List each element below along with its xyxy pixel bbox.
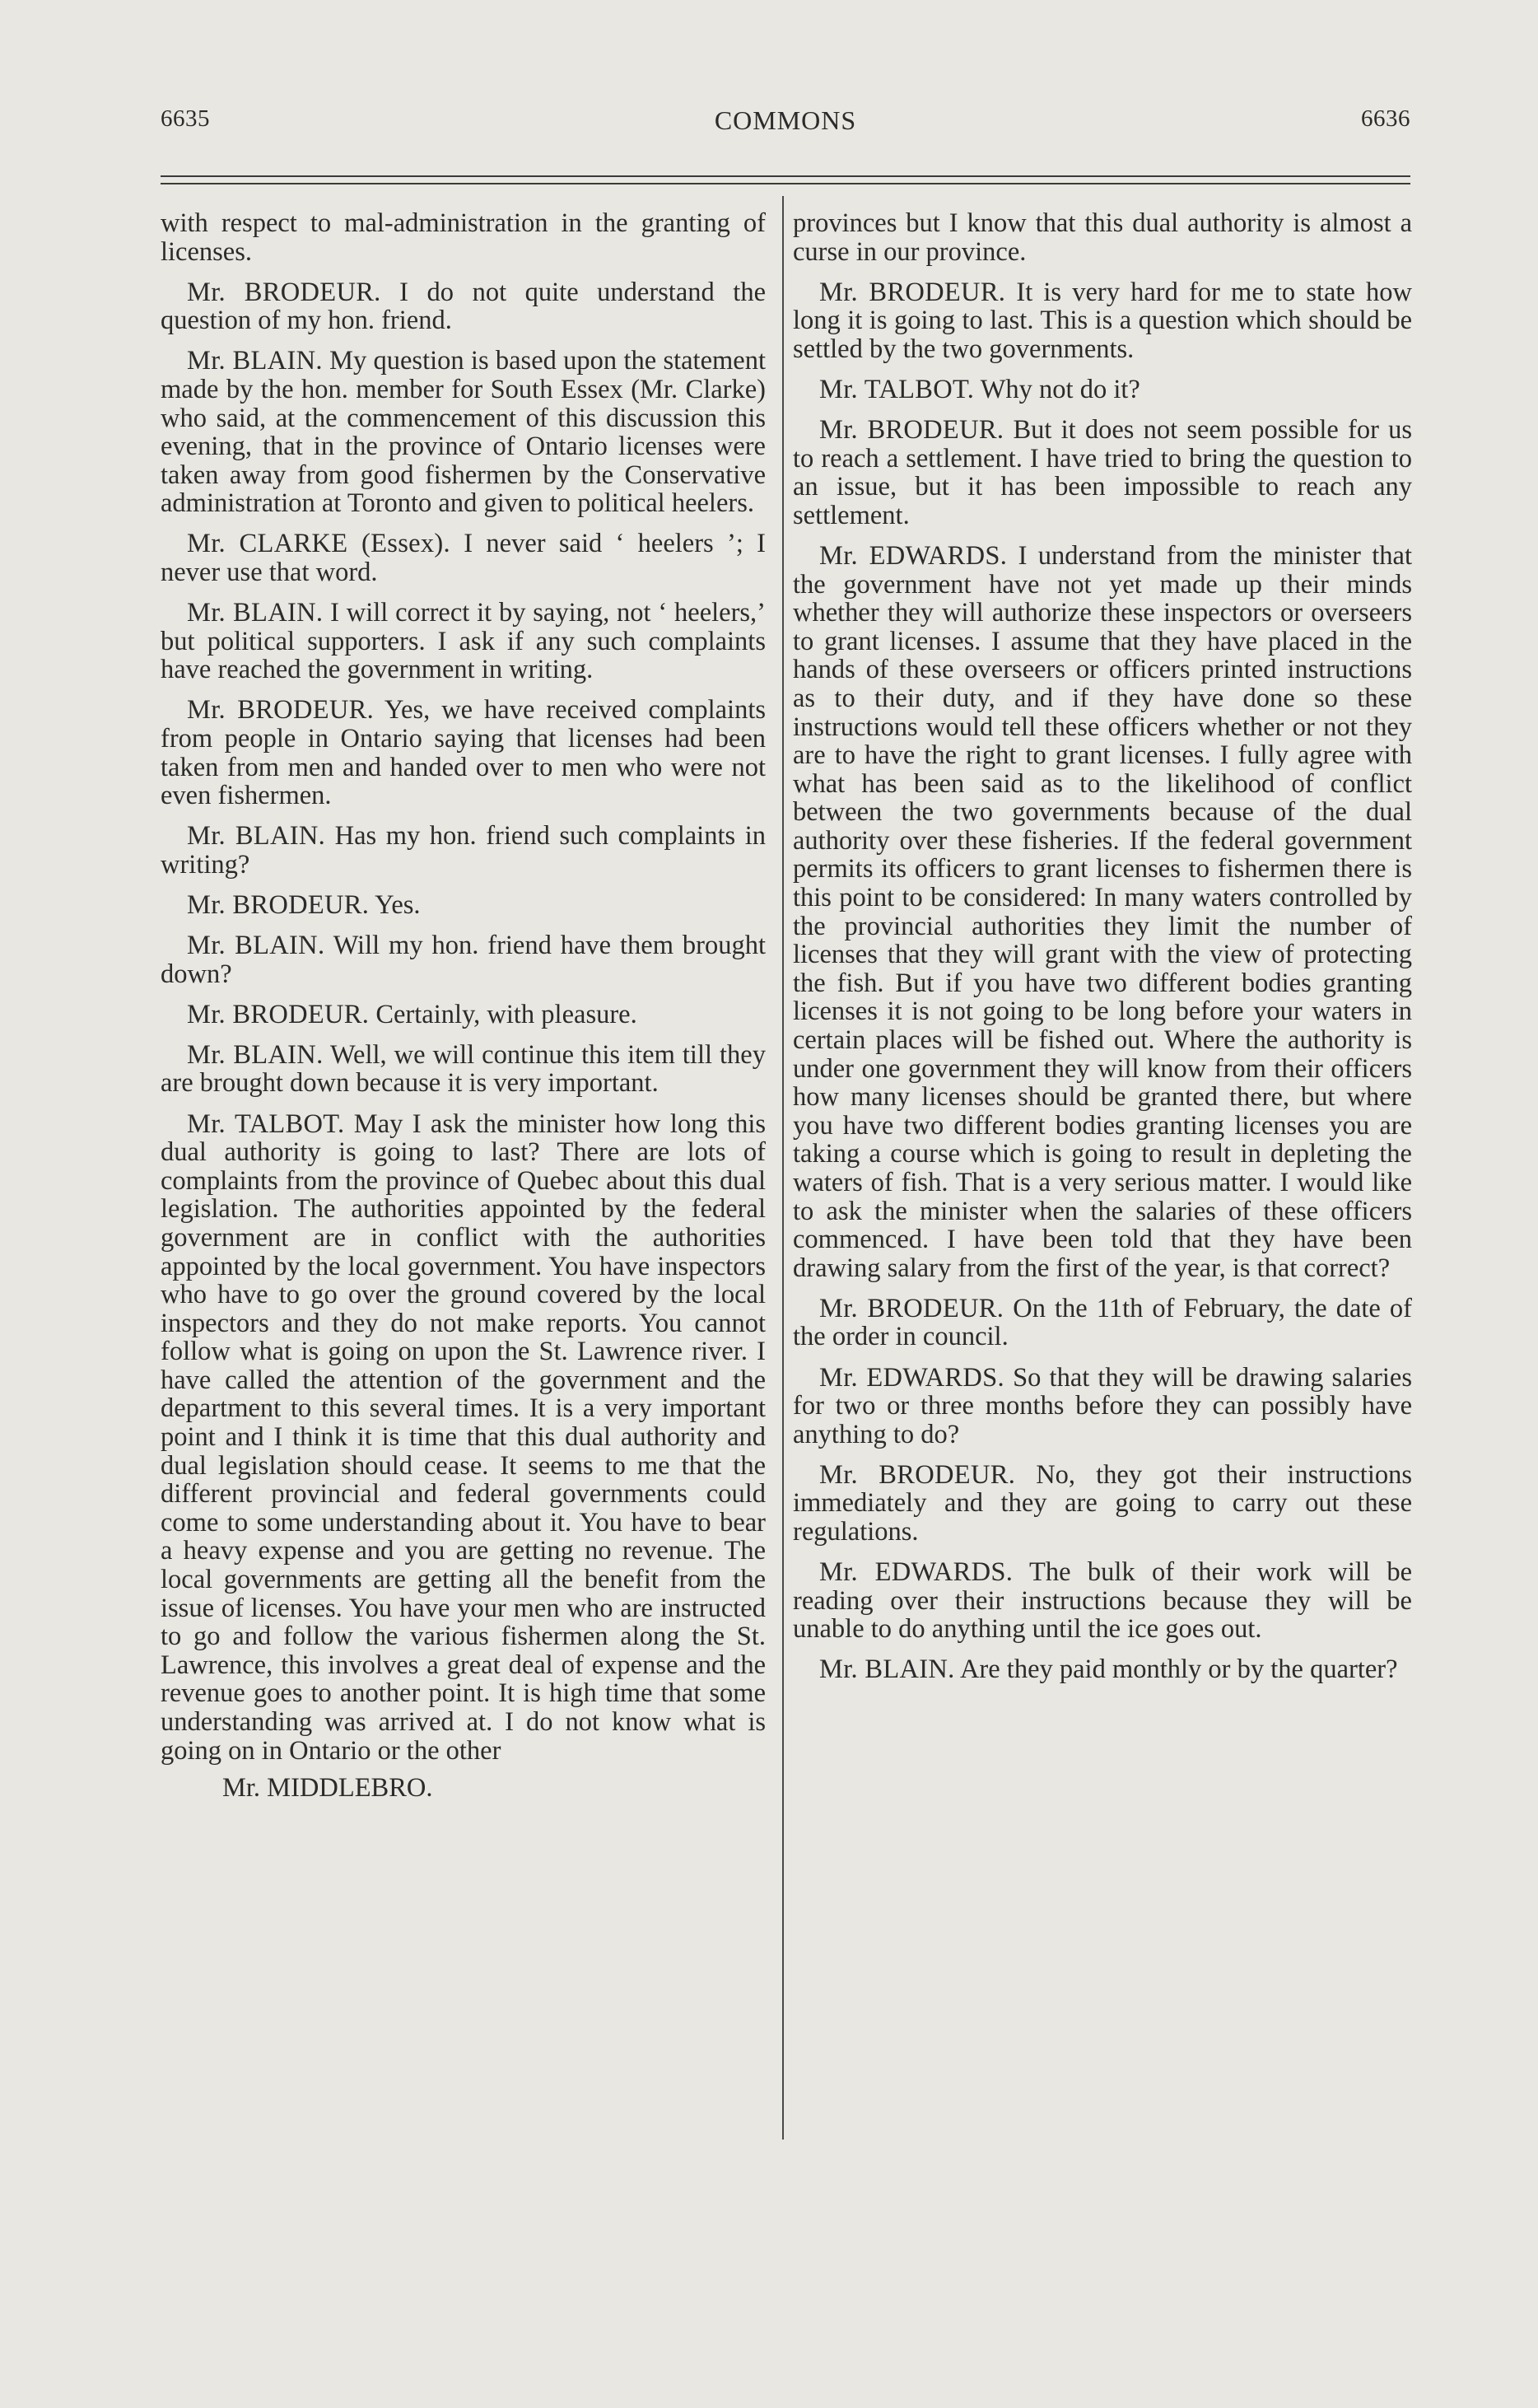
- paragraph: [161, 931, 766, 988]
- paragraph-text: It is very hard for me to state how long it is going to last. This is a question which should be settled by the two governments.: [793, 277, 1413, 364]
- paragraph: [161, 822, 766, 879]
- paragraph: [161, 278, 766, 335]
- speaker-name: Mr. BRODEUR.: [819, 1293, 1004, 1323]
- paragraph: [793, 376, 1412, 404]
- paragraph-text: I will correct it by saying, not ‘ heelers,’ but political supporters. I ask if any such complaints have reached the government in writing.: [161, 598, 766, 685]
- speaker-name: Mr. BRODEUR.: [819, 415, 1004, 446]
- paragraph: [793, 1558, 1412, 1644]
- left-column: [161, 209, 766, 1814]
- paragraph: [793, 1461, 1412, 1547]
- paragraph: [793, 1364, 1412, 1449]
- speaker-name: Mr. BLAIN.: [187, 931, 325, 961]
- page-number-left: 6635: [161, 105, 210, 132]
- speaker-name: Mr. BRODEUR.: [187, 695, 375, 726]
- paragraph-text: with respect to mal-administration in the granting of licenses.: [161, 208, 766, 267]
- paragraph: [793, 1655, 1412, 1684]
- paragraph-text: Will my hon. friend have them brought down?: [161, 931, 766, 989]
- speaker-name: Mr. BLAIN.: [187, 1039, 324, 1070]
- paragraph-text: May I ask the minister how long this dual authority is going to last? There are lots of complaints from the province of Quebec about this dual legislation. The authorities appointed by the federal government are in conflict with the authorities appointed by the local government. You have inspectors who have to go over the ground covered by the local inspectors and they do not make reports. You cannot follow what is going on upon the St. Lawrence river. I have called the attention of the government and the department to this several times. It is a very important point and I think it is time that this dual authority and dual legislation should cease. It seems to me that the different provincial and federal governments could come to some understanding about it. You have to bear a heavy expense and you are getting no revenue. The local governments are getting all the benefit from the issue of licenses. You have your men who are instructed to go and follow the various fishermen along the St. Lawrence, this involves a great deal of expense and the revenue goes to another point. It is high time that some understanding was arrived at. I do not know what is going on in Ontario or the other: [161, 1108, 766, 1766]
- paragraph: [793, 209, 1412, 266]
- paragraph-text: Yes, we have received complaints from people in Ontario saying that licenses had been taken from men and handed over to men who were not even fishermen.: [161, 695, 766, 811]
- speaker-name: Mr. MIDDLEBRO.: [222, 1772, 433, 1803]
- paragraph: [161, 347, 766, 518]
- paragraph: [161, 209, 766, 266]
- paragraph-text: My question is based upon the statement made by the hon. member for South Essex (Mr. Clarke) who said, at the commencement of this discussion this evening, that in the province of Ontario licenses were taken away from good fishermen by the Conservative administration at Toronto and given to political heelers.: [161, 346, 766, 519]
- paragraph-text: provinces but I know that this dual authority is almost a curse in our province.: [793, 208, 1412, 267]
- paragraph-text: Yes.: [375, 889, 421, 920]
- speaker-name: Mr. BLAIN.: [187, 346, 323, 376]
- page-number-right: 6636: [1361, 105, 1410, 132]
- header-rule: [161, 175, 1410, 184]
- paragraph: [161, 891, 766, 920]
- column-divider: [782, 196, 784, 2140]
- paragraph: [161, 530, 766, 586]
- speaker-name: Mr. EDWARDS.: [819, 1362, 1004, 1393]
- paragraph-text: I never said ‘ heelers ’; I never use that word.: [161, 529, 766, 588]
- paragraph-text: I do not quite understand the question of my hon. friend.: [161, 277, 767, 336]
- paragraph-text: Well, we will continue this item till they are brought down because it is very important.: [161, 1039, 766, 1099]
- paragraph-text: The bulk of their work will be reading over their instructions because they will be unable to do anything until the ice goes out.: [793, 1557, 1412, 1645]
- paragraph-text: Certainly, with pleasure.: [375, 999, 637, 1029]
- speaker-name: Mr. BRODEUR.: [819, 1459, 1016, 1490]
- paragraph: [161, 696, 766, 810]
- paragraph: [793, 278, 1412, 364]
- right-column: [793, 209, 1412, 1696]
- page-title: COMMONS: [714, 105, 857, 135]
- speaker-name: Mr. EDWARDS.: [819, 540, 1008, 571]
- speaker-name: Mr. BLAIN.: [187, 598, 324, 628]
- speaker-name: Mr. BRODEUR.: [819, 277, 1006, 307]
- running-head: [161, 105, 1410, 142]
- speaker-name: Mr. BRODEUR.: [187, 277, 381, 307]
- speaker-name: Mr. BRODEUR.: [187, 999, 370, 1029]
- paragraph: [161, 1041, 766, 1098]
- speaker-name: Mr. EDWARDS.: [819, 1557, 1014, 1588]
- paragraph: [161, 1001, 766, 1029]
- paragraph-text: Why not do it?: [980, 374, 1140, 404]
- paragraph: [793, 542, 1412, 1282]
- paragraph-text: No, they got their instructions immediately and they are going to carry out these regulations.: [793, 1459, 1412, 1547]
- paragraph: [793, 1295, 1412, 1351]
- paragraph: [161, 1110, 766, 1766]
- speaker-name: Mr. BLAIN.: [187, 821, 326, 852]
- paragraph-text: But it does not seem possible for us to reach a settlement. I have tried to bring the question to an issue, but it has been impossible to reach any settlement.: [793, 415, 1413, 530]
- paragraph-text: On the 11th of February, the date of the order in council.: [793, 1293, 1412, 1352]
- paragraph-text: I understand from the minister that the government have not yet made up their minds whether they will authorize these inspectors or overseers to grant licenses. I assume that they have placed in the hands of these overseers or officers printed instructions as to their duty, and if they have done so these instructions would tell these officers whether or not they are to have the right to grant licenses. I fully agree with what has been said as to the likelihood of conflict between the two governments because of the dual authority over these fisheries. If the federal government permits its officers to grant licenses to fishermen there is this point to be considered: In many waters controlled by the provincial authorities they limit the number of licenses that they will grant with the view of protecting the fish. But if you have two different bodies granting licenses it is not going to be long before your waters in certain places will be fished out. Where the authority is under one government they will know from their officers how many licenses should be granted there, but where you have two different bodies granting licenses you are taking a course which is going to result in depleting the waters of fish. That is a very serious matter. I would like to ask the minister when the salaries of these officers commenced. I have been told that they have been drawing salary from the first of the year, is that correct?: [793, 540, 1412, 1283]
- paragraph-text: Has my hon. friend such complaints in writing?: [161, 821, 766, 880]
- speaker-name: Mr. BRODEUR.: [187, 889, 370, 920]
- speaker-name: Mr. CLARKE (Essex).: [187, 529, 450, 559]
- speaker-name: Mr. BLAIN.: [819, 1654, 955, 1685]
- paragraph: [161, 599, 766, 684]
- paragraph: [793, 416, 1412, 530]
- paragraph-text: Are they paid monthly or by the quarter?: [959, 1654, 1398, 1685]
- speaker-name: Mr. TALBOT.: [819, 374, 975, 404]
- speaker-name: Mr. TALBOT.: [187, 1108, 345, 1139]
- paragraph-text: So that they will be drawing salaries for two or three months before they can possibly have anything to do?: [793, 1362, 1412, 1449]
